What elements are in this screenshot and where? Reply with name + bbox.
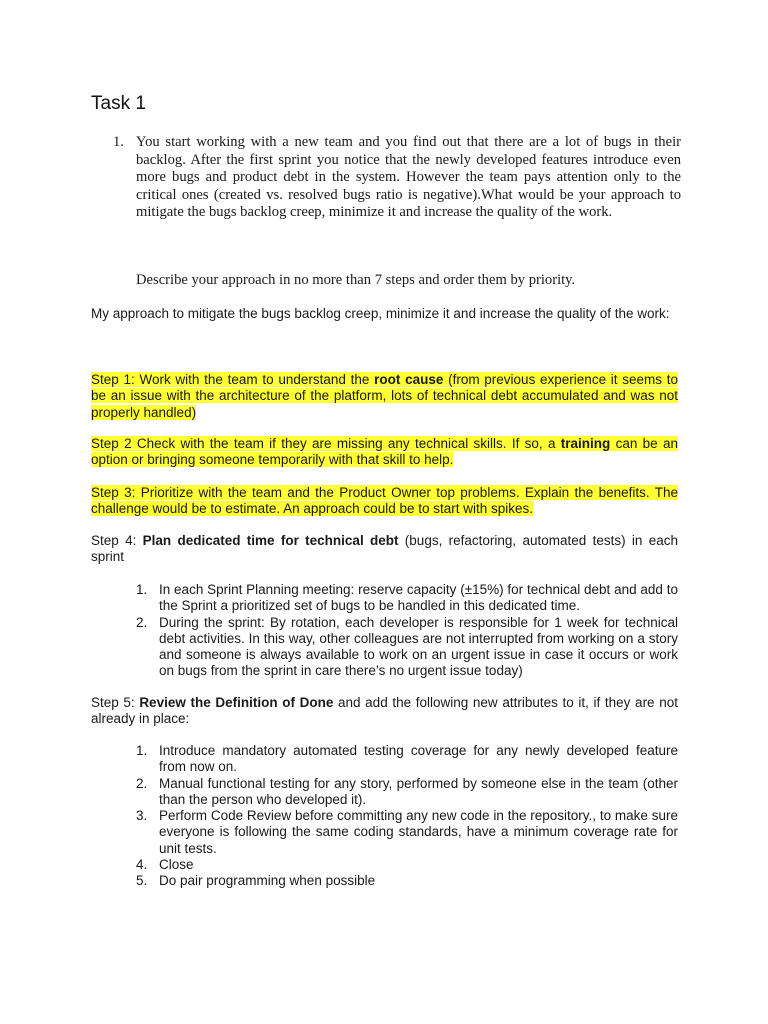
step-1-keyword: root cause	[374, 372, 444, 387]
list-item-number: 2.	[136, 775, 148, 791]
intro-paragraph: My approach to mitigate the bugs backlog creep, minimize it and increase the quality of the work:	[91, 306, 670, 321]
step-4-text-c: (bugs, refactoring, automated tests) in each sprint	[91, 533, 678, 565]
step-3-text: Step 3: Prioritize with the team and the Product Owner top problems. Explain the benefits. The challenge would be to estimate. An approach could be to start with spikes.	[91, 485, 678, 517]
list-item	[136, 857, 678, 873]
list-item-text: Do pair programming when possible	[159, 873, 376, 889]
list-item-number: 1.	[136, 582, 148, 597]
step-4-keyword: Plan dedicated time for technical debt	[142, 533, 399, 548]
step-5-text-c: and add the following new attributes to it, if they are not already in place:	[91, 695, 678, 727]
list-item-text: Manual functional testing for any story, performed by someone else in the team (other than the person who developed it).	[159, 775, 678, 807]
step-1-text-a: Step 1: Work with the team to understand the	[91, 372, 375, 387]
step-2-text-a: Step 2 Check with the team if they are missing any technical skills. If so, a	[91, 436, 561, 451]
step-2-keyword: training	[560, 436, 611, 451]
question-instruction: Describe your approach in no more than 7 steps and order them by priority.	[136, 272, 576, 288]
list-item-text: Introduce mandatory automated testing coverage for any newly developed feature from now on.	[159, 743, 678, 775]
step-5-list	[136, 743, 678, 890]
step-2-text-c: can be an option or bringing someone temporarily with that skill to help.	[91, 436, 678, 468]
step-5-paragraph	[91, 695, 678, 728]
list-item-text: In each Sprint Planning meeting: reserve capacity (±15%) for technical debt and add to the Sprint a prioritized set of bugs to be handled in this dedicated time.	[159, 582, 678, 614]
step-4-list	[136, 582, 678, 680]
list-item	[136, 808, 678, 857]
step-1-paragraph	[91, 372, 678, 421]
list-item-text: Perform Code Review before committing any new code in the repository., to make sure everyone is following the same coding standards, have a minimum coverage rate for unit tests.	[159, 808, 678, 856]
step-4-paragraph	[91, 533, 678, 566]
list-item	[136, 615, 678, 680]
step-2-paragraph	[91, 436, 678, 469]
list-item	[136, 743, 678, 776]
list-item-number: 2.	[136, 614, 148, 630]
step-3-paragraph	[91, 485, 678, 518]
list-item-text: Close	[159, 857, 194, 873]
step-5-keyword: Review the Definition of Done	[139, 695, 334, 710]
step-5-text-a: Step 5:	[91, 695, 140, 710]
list-item-text: During the sprint: By rotation, each developer is responsible for 1 week for technical debt activities. In this way, other colleagues are not interrupted from working on a story and someone is always available to work on an urgent issue in case it occurs or work on bugs from the sprint in care there’s no urgent issue today)	[159, 614, 678, 679]
step-4-text-a: Step 4:	[91, 533, 143, 548]
list-item-number: 4.	[136, 857, 148, 873]
list-item	[136, 582, 678, 615]
list-item	[136, 776, 678, 809]
step-1-text-c: (from previous experience it seems to be an issue with the architecture of the platform, lots of technical debt accumulated and was not properly handled)	[91, 372, 679, 420]
page-title: Task 1	[91, 93, 146, 114]
question-text: You start working with a new team and you find out that there are a lot of bugs in their backlog. After the first sprint you notice that the newly developed features introduce even more bugs and product debt in the system. However the team pays attention only to the critical ones (created vs. resolved bugs ratio is negative).What would be your approach to mitigate the bugs backlog creep, minimize it and increase the quality of the work.	[136, 134, 681, 221]
list-item-number: 3.	[136, 808, 148, 824]
list-item-number: 1.	[136, 743, 148, 758]
list-item	[136, 873, 678, 889]
list-item-number: 5.	[136, 873, 148, 889]
question-number: 1.	[113, 134, 124, 150]
